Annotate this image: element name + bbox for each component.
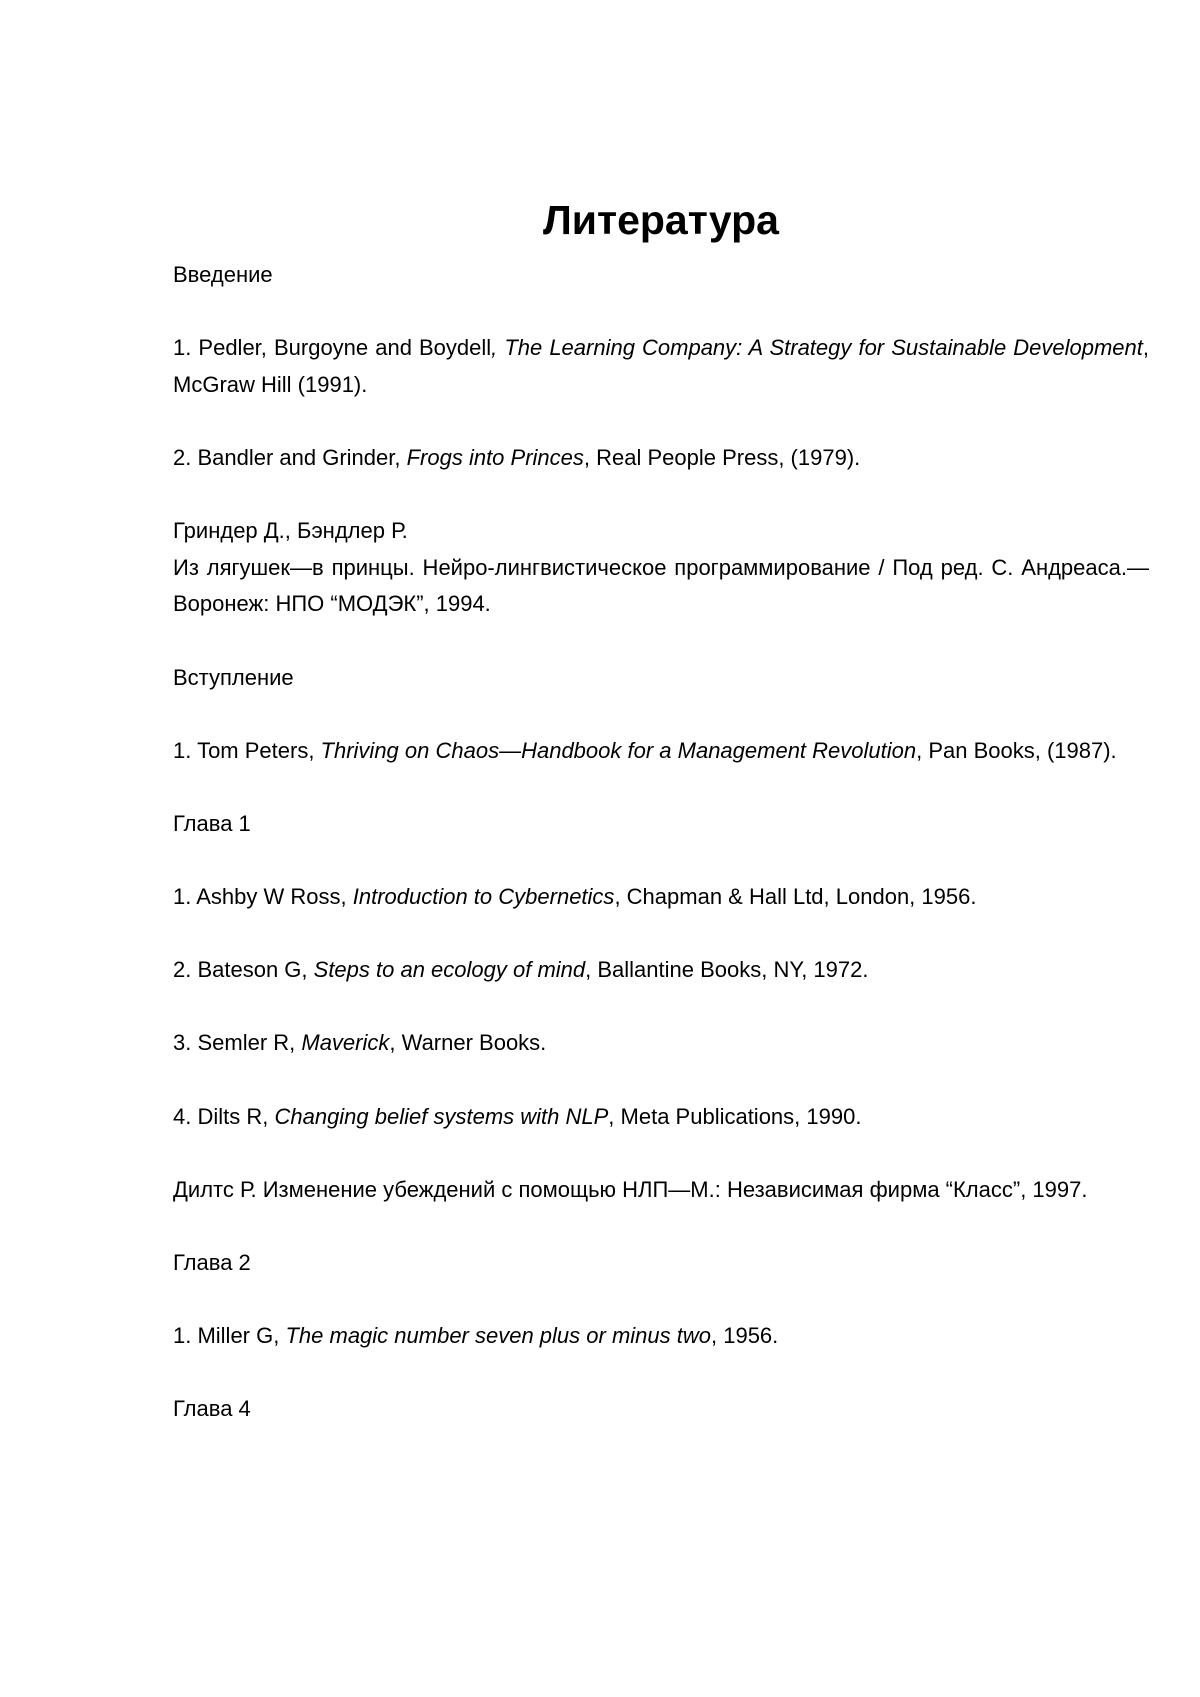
spacer (173, 989, 1149, 1026)
reference-item (173, 1025, 1149, 1062)
reference-item (173, 330, 1149, 403)
reference-title: Thriving on Chaos—Handbook for a Management Revolution (320, 737, 917, 763)
spacer (173, 1355, 1149, 1392)
spacer (173, 769, 1149, 806)
reference-publisher: , McGraw Hill (1991). (173, 335, 1149, 397)
reference-item (173, 440, 1149, 477)
spacer (173, 250, 1149, 257)
reference-item (173, 952, 1149, 989)
reference-item-ru: Дилтс Р. Изменение убеждений с помощью НЛП—М.: Независимая фирма “Класс”, 1997. (173, 1176, 1088, 1202)
reference-title: The magic number seven plus or minus two (285, 1323, 711, 1349)
spacer (173, 696, 1149, 733)
reference-publisher: , Pan Books, (1987). (916, 737, 1117, 763)
reference-publisher: , 1956. (711, 1323, 779, 1349)
reference-authors: 1. Miller G, (173, 1323, 286, 1349)
reference-title: Frogs into Princes (406, 444, 584, 470)
document-page (173, 190, 1149, 1428)
page-title: Литература (543, 197, 779, 243)
spacer (173, 403, 1149, 440)
spacer (173, 477, 1149, 514)
reference-publisher: , Warner Books. (389, 1030, 547, 1056)
reference-item (173, 1318, 1149, 1355)
reference-item (173, 733, 1149, 770)
reference-title: Maverick (301, 1030, 390, 1056)
reference-authors: 3. Semler R, (173, 1030, 302, 1056)
reference-item (173, 879, 1149, 916)
section-heading-chapter4: Глава 4 (173, 1396, 251, 1422)
section-heading-preface: Вступление (173, 664, 294, 690)
reference-authors: 1. Pedler, Burgoyne and Boydell (173, 335, 492, 361)
reference-title: , The Learning Company: A Strategy for Sustainable Development (491, 335, 1143, 361)
reference-publisher: , Ballantine Books, NY, 1972. (585, 957, 869, 983)
section-heading-chapter1: Глава 1 (173, 810, 251, 836)
reference-authors: 1. Tom Peters, (173, 737, 321, 763)
spacer (173, 1282, 1149, 1319)
reference-title: Steps to an ecology of mind (313, 957, 586, 983)
spacer (173, 916, 1149, 953)
reference-publisher: , Meta Publications, 1990. (608, 1103, 862, 1129)
reference-publisher: , Real People Press, (1979). (583, 444, 861, 470)
reference-authors: 4. Dilts R, (173, 1103, 275, 1129)
section-heading-chapter2: Глава 2 (173, 1250, 251, 1276)
reference-publisher: , Chapman & Hall Ltd, London, 1956. (614, 884, 977, 910)
spacer (173, 843, 1149, 880)
reference-title: Introduction to Cybernetics (352, 884, 615, 910)
reference-item-ru: Из лягушек—в принцы. Нейро-лингвистическое программирование / Под ред. С. Андреаса.—Воронеж: НПО “МОДЭК”, 1994. (173, 554, 1149, 617)
spacer (173, 294, 1149, 331)
spacer (173, 1062, 1149, 1099)
spacer (173, 1208, 1149, 1245)
reference-authors-ru: Гриндер Д., Бэндлер Р. (173, 518, 408, 544)
section-heading-intro: Введение (173, 262, 273, 287)
reference-item (173, 1099, 1149, 1136)
reference-title: Changing belief systems with NLP (274, 1103, 609, 1129)
reference-authors: 1. Ashby W Ross, (173, 884, 353, 910)
reference-authors: 2. Bateson G, (173, 957, 314, 983)
spacer (173, 623, 1149, 660)
reference-authors: 2. Bandler and Grinder, (173, 444, 407, 470)
spacer (173, 1135, 1149, 1172)
